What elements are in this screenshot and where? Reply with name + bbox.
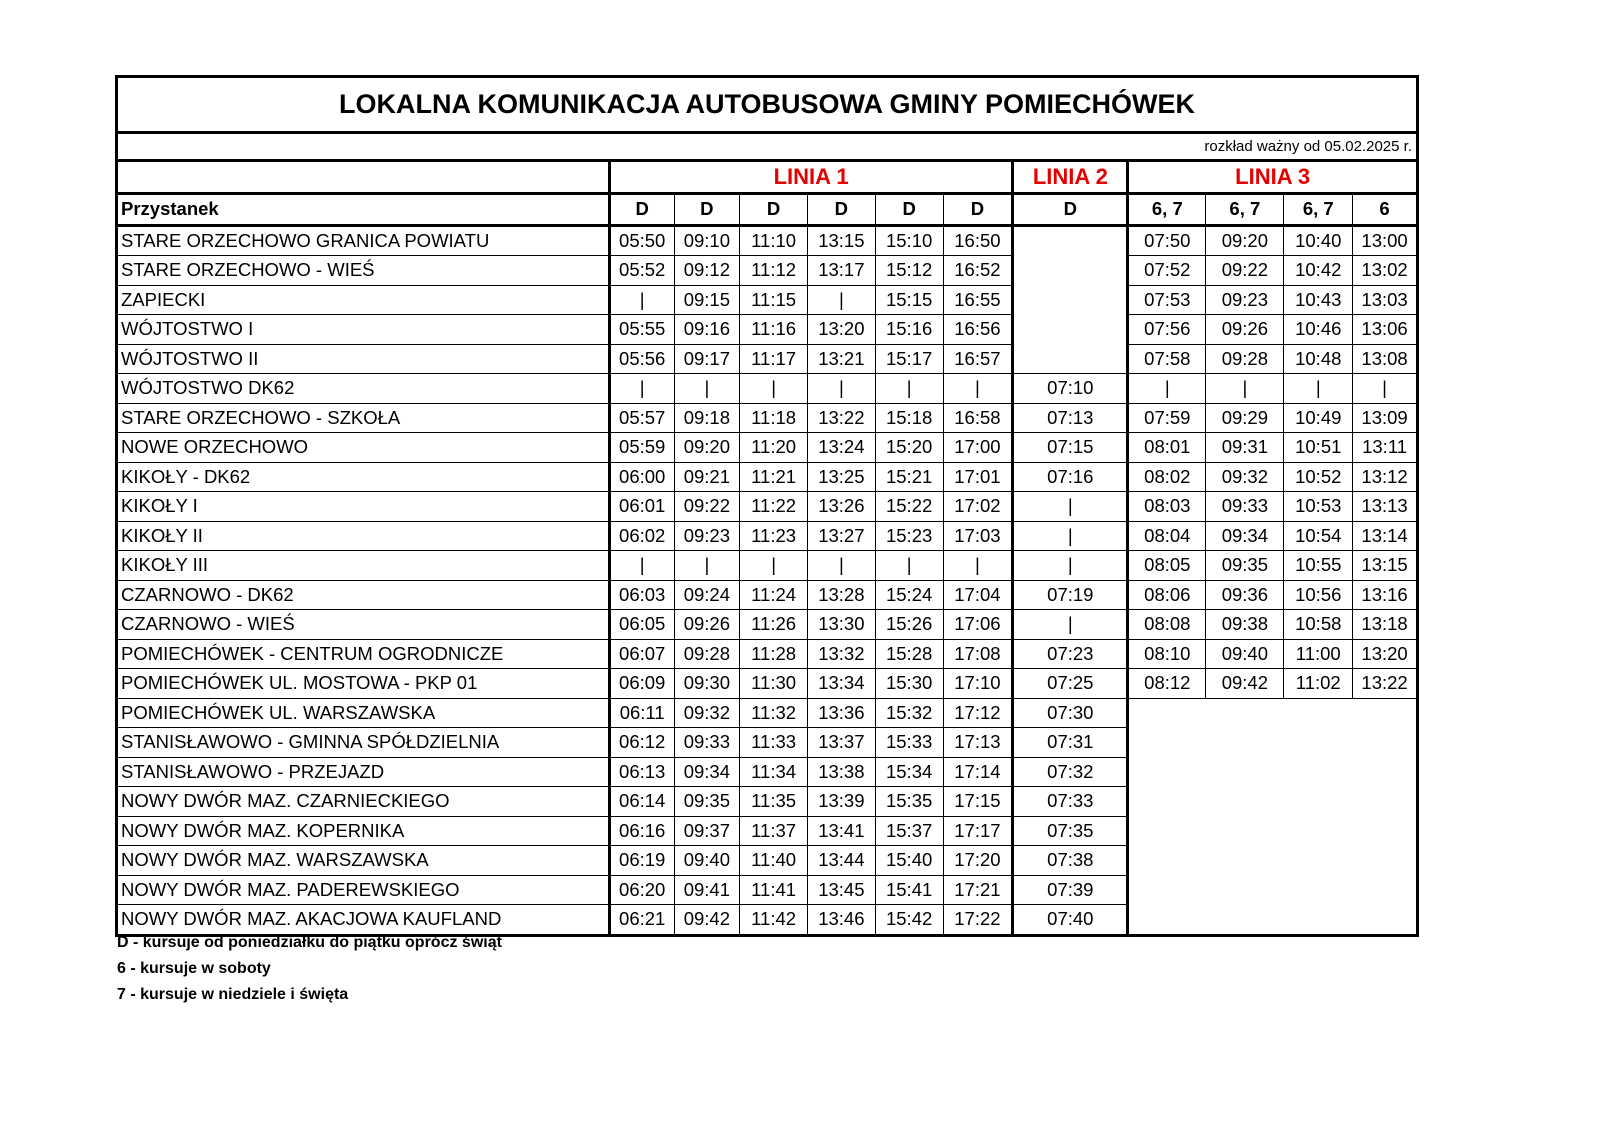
departure-time: 17:06 xyxy=(943,610,1013,640)
departure-time: 09:23 xyxy=(674,521,740,551)
departure-time: 09:23 xyxy=(1206,285,1284,315)
departure-time: 11:30 xyxy=(740,669,808,699)
departure-time: 15:12 xyxy=(875,256,943,286)
departure-time: 17:10 xyxy=(943,669,1013,699)
departure-time: 11:23 xyxy=(740,521,808,551)
departure-time: 13:45 xyxy=(807,875,875,905)
departure-time: 16:57 xyxy=(943,344,1013,374)
departure-time: 07:10 xyxy=(1013,374,1128,404)
departure-time: 06:21 xyxy=(609,905,674,936)
departure-time: 05:56 xyxy=(609,344,674,374)
departure-time: 07:56 xyxy=(1128,315,1206,345)
departure-time: | xyxy=(740,374,808,404)
departure-time: 15:30 xyxy=(875,669,943,699)
departure-time: | xyxy=(1206,374,1284,404)
table-row xyxy=(117,492,1418,522)
departure-time: 15:23 xyxy=(875,521,943,551)
departure-time: 10:55 xyxy=(1284,551,1353,581)
line-1-label: LINIA 1 xyxy=(609,161,1012,194)
departure-time: 09:16 xyxy=(674,315,740,345)
departure-time: 06:20 xyxy=(609,875,674,905)
departure-time: 13:15 xyxy=(807,225,875,256)
departure-time: 17:04 xyxy=(943,580,1013,610)
departure-time: 13:27 xyxy=(807,521,875,551)
departure-time: 13:22 xyxy=(1353,669,1418,699)
departure-time: 11:20 xyxy=(740,433,808,463)
departure-time: 09:38 xyxy=(1206,610,1284,640)
departure-time: 17:13 xyxy=(943,728,1013,758)
departure-time: 13:14 xyxy=(1353,521,1418,551)
departure-time: 09:37 xyxy=(674,816,740,846)
departure-time: 09:35 xyxy=(674,787,740,817)
departure-time: 09:28 xyxy=(1206,344,1284,374)
departure-time: 13:22 xyxy=(807,403,875,433)
departure-time: 05:55 xyxy=(609,315,674,345)
departure-time: 13:03 xyxy=(1353,285,1418,315)
departure-time: 06:07 xyxy=(609,639,674,669)
stop-name: KIKOŁY II xyxy=(117,521,610,551)
departure-time: 09:34 xyxy=(1206,521,1284,551)
departure-time: | xyxy=(943,551,1013,581)
table-row xyxy=(117,403,1418,433)
departure-time: 06:19 xyxy=(609,846,674,876)
departure-time: | xyxy=(1013,492,1128,522)
departure-time: 15:42 xyxy=(875,905,943,936)
departure-time: 17:08 xyxy=(943,639,1013,669)
stop-name: WÓJTOSTWO I xyxy=(117,315,610,345)
departure-time: 06:05 xyxy=(609,610,674,640)
table-row xyxy=(117,285,1418,315)
departure-time: 17:15 xyxy=(943,787,1013,817)
departure-time: 09:33 xyxy=(1206,492,1284,522)
departure-time: 16:58 xyxy=(943,403,1013,433)
departure-time: 10:48 xyxy=(1284,344,1353,374)
departure-time: 07:30 xyxy=(1013,698,1128,728)
departure-time: | xyxy=(1013,551,1128,581)
departure-time: 07:32 xyxy=(1013,757,1128,787)
departure-time: 09:40 xyxy=(674,846,740,876)
departure-time: 08:03 xyxy=(1128,492,1206,522)
departure-time: 07:38 xyxy=(1013,846,1128,876)
departure-time: 15:28 xyxy=(875,639,943,669)
departure-time: 09:42 xyxy=(1206,669,1284,699)
departure-time: 11:28 xyxy=(740,639,808,669)
line-2-empty xyxy=(1013,225,1128,374)
table-row xyxy=(117,374,1418,404)
table-row xyxy=(117,315,1418,345)
departure-time: 11:41 xyxy=(740,875,808,905)
stop-name: NOWY DWÓR MAZ. PADEREWSKIEGO xyxy=(117,875,610,905)
stop-name: CZARNOWO - DK62 xyxy=(117,580,610,610)
departure-time: 15:22 xyxy=(875,492,943,522)
stop-name: NOWY DWÓR MAZ. WARSZAWSKA xyxy=(117,846,610,876)
day-code: 6 xyxy=(1353,194,1418,226)
departure-time: | xyxy=(875,551,943,581)
day-code: D xyxy=(1013,194,1128,226)
table-row xyxy=(117,580,1418,610)
departure-time: 09:20 xyxy=(1206,225,1284,256)
stop-name: ZAPIECKI xyxy=(117,285,610,315)
departure-time: 17:01 xyxy=(943,462,1013,492)
departure-time: 13:28 xyxy=(807,580,875,610)
departure-time: 07:52 xyxy=(1128,256,1206,286)
stop-name: NOWY DWÓR MAZ. KOPERNIKA xyxy=(117,816,610,846)
departure-time: 05:50 xyxy=(609,225,674,256)
departure-time: 10:43 xyxy=(1284,285,1353,315)
departure-time: 07:13 xyxy=(1013,403,1128,433)
page-title: LOKALNA KOMUNIKACJA AUTOBUSOWA GMINY POMIECHÓWEK xyxy=(117,77,1418,133)
departure-time: 13:30 xyxy=(807,610,875,640)
departure-time: 17:12 xyxy=(943,698,1013,728)
departure-time: | xyxy=(609,285,674,315)
departure-time: 13:16 xyxy=(1353,580,1418,610)
day-code: 6, 7 xyxy=(1284,194,1353,226)
table-row xyxy=(117,344,1418,374)
table-row xyxy=(117,521,1418,551)
departure-time: 06:00 xyxy=(609,462,674,492)
stop-name: POMIECHÓWEK - CENTRUM OGRODNICZE xyxy=(117,639,610,669)
departure-time: 17:20 xyxy=(943,846,1013,876)
departure-time: 13:41 xyxy=(807,816,875,846)
departure-time: 09:15 xyxy=(674,285,740,315)
departure-time: 05:57 xyxy=(609,403,674,433)
departure-time: 13:09 xyxy=(1353,403,1418,433)
departure-time: | xyxy=(609,374,674,404)
departure-time: 09:33 xyxy=(674,728,740,758)
departure-time: 11:40 xyxy=(740,846,808,876)
departure-time: 17:03 xyxy=(943,521,1013,551)
table-row xyxy=(117,698,1418,728)
day-code: 6, 7 xyxy=(1206,194,1284,226)
departure-time: 06:02 xyxy=(609,521,674,551)
day-code: D xyxy=(807,194,875,226)
departure-time: 11:32 xyxy=(740,698,808,728)
departure-time: 09:21 xyxy=(674,462,740,492)
departure-time: 05:52 xyxy=(609,256,674,286)
departure-time: 11:10 xyxy=(740,225,808,256)
departure-time: 11:15 xyxy=(740,285,808,315)
departure-time: 16:56 xyxy=(943,315,1013,345)
departure-time: 13:20 xyxy=(807,315,875,345)
departure-time: 15:17 xyxy=(875,344,943,374)
departure-time: 10:42 xyxy=(1284,256,1353,286)
departure-time: 17:14 xyxy=(943,757,1013,787)
stop-name: KIKOŁY I xyxy=(117,492,610,522)
legend-item: D - kursuje od poniedziałku do piątku oprócz świąt xyxy=(117,934,502,951)
departure-time: 11:35 xyxy=(740,787,808,817)
departure-time: 07:23 xyxy=(1013,639,1128,669)
line-2-label: LINIA 2 xyxy=(1013,161,1128,194)
departure-time: 07:35 xyxy=(1013,816,1128,846)
departure-time: 13:44 xyxy=(807,846,875,876)
stop-name: NOWE ORZECHOWO xyxy=(117,433,610,463)
departure-time: 13:36 xyxy=(807,698,875,728)
departure-time: 11:34 xyxy=(740,757,808,787)
departure-time: | xyxy=(807,374,875,404)
departure-time: 11:22 xyxy=(740,492,808,522)
departure-time: 10:49 xyxy=(1284,403,1353,433)
departure-time: 15:15 xyxy=(875,285,943,315)
departure-time: 11:02 xyxy=(1284,669,1353,699)
departure-time: 16:55 xyxy=(943,285,1013,315)
departure-time: 15:18 xyxy=(875,403,943,433)
departure-time: 09:28 xyxy=(674,639,740,669)
departure-time: 09:40 xyxy=(1206,639,1284,669)
departure-time: 06:14 xyxy=(609,787,674,817)
departure-time: | xyxy=(943,374,1013,404)
departure-time: 15:24 xyxy=(875,580,943,610)
departure-time: 06:12 xyxy=(609,728,674,758)
departure-time: 09:24 xyxy=(674,580,740,610)
departure-time: 11:18 xyxy=(740,403,808,433)
departure-time: 06:03 xyxy=(609,580,674,610)
departure-time: 09:18 xyxy=(674,403,740,433)
departure-time: 07:25 xyxy=(1013,669,1128,699)
stop-name: STANISŁAWOWO - PRZEJAZD xyxy=(117,757,610,787)
stop-name: STARE ORZECHOWO - SZKOŁA xyxy=(117,403,610,433)
departure-time: 11:00 xyxy=(1284,639,1353,669)
stop-name: STARE ORZECHOWO - WIEŚ xyxy=(117,256,610,286)
table-row xyxy=(117,551,1418,581)
departure-time: 13:18 xyxy=(1353,610,1418,640)
departure-time: 16:50 xyxy=(943,225,1013,256)
stop-name: WÓJTOSTWO DK62 xyxy=(117,374,610,404)
departure-time: 13:26 xyxy=(807,492,875,522)
departure-time: 15:40 xyxy=(875,846,943,876)
departure-time: 13:37 xyxy=(807,728,875,758)
departure-time: | xyxy=(1284,374,1353,404)
departure-time: 15:10 xyxy=(875,225,943,256)
departure-time: | xyxy=(674,374,740,404)
departure-time: 15:26 xyxy=(875,610,943,640)
legend-item: 6 - kursuje w soboty xyxy=(117,960,271,977)
departure-time: 13:08 xyxy=(1353,344,1418,374)
day-code: D xyxy=(740,194,808,226)
departure-time: 10:53 xyxy=(1284,492,1353,522)
departure-time: 07:40 xyxy=(1013,905,1128,936)
departure-time: 08:10 xyxy=(1128,639,1206,669)
departure-time: 15:41 xyxy=(875,875,943,905)
departure-time: 08:08 xyxy=(1128,610,1206,640)
departure-time: 05:59 xyxy=(609,433,674,463)
departure-time: 09:36 xyxy=(1206,580,1284,610)
departure-time: 09:12 xyxy=(674,256,740,286)
departure-time: 07:50 xyxy=(1128,225,1206,256)
departure-time: 07:58 xyxy=(1128,344,1206,374)
stop-name: KIKOŁY - DK62 xyxy=(117,462,610,492)
departure-time: 17:21 xyxy=(943,875,1013,905)
departure-time: 15:20 xyxy=(875,433,943,463)
departure-time: 08:06 xyxy=(1128,580,1206,610)
stop-name: POMIECHÓWEK UL. WARSZAWSKA xyxy=(117,698,610,728)
timetable-sheet xyxy=(115,75,1419,937)
departure-time: | xyxy=(674,551,740,581)
departure-time: 13:39 xyxy=(807,787,875,817)
departure-time: 13:00 xyxy=(1353,225,1418,256)
departure-time: 09:32 xyxy=(674,698,740,728)
departure-time: 11:12 xyxy=(740,256,808,286)
departure-time: 13:02 xyxy=(1353,256,1418,286)
departure-time: 09:30 xyxy=(674,669,740,699)
valid-from-note: rozkład ważny od 05.02.2025 r. xyxy=(117,133,1418,161)
departure-time: 09:26 xyxy=(1206,315,1284,345)
departure-time: 09:20 xyxy=(674,433,740,463)
departure-time: 11:21 xyxy=(740,462,808,492)
departure-time: 07:39 xyxy=(1013,875,1128,905)
departure-time: 17:00 xyxy=(943,433,1013,463)
departure-time: 11:26 xyxy=(740,610,808,640)
departure-time: 06:11 xyxy=(609,698,674,728)
departure-time: 06:16 xyxy=(609,816,674,846)
departure-time: 13:20 xyxy=(1353,639,1418,669)
stop-name: STARE ORZECHOWO GRANICA POWIATU xyxy=(117,225,610,256)
departure-time: 11:33 xyxy=(740,728,808,758)
departure-time: 07:15 xyxy=(1013,433,1128,463)
departure-time: | xyxy=(875,374,943,404)
departure-time: 09:34 xyxy=(674,757,740,787)
day-code: D xyxy=(875,194,943,226)
departure-time: 13:46 xyxy=(807,905,875,936)
line-3-label: LINIA 3 xyxy=(1128,161,1418,194)
departure-time: | xyxy=(1353,374,1418,404)
departure-time: 11:24 xyxy=(740,580,808,610)
departure-time: | xyxy=(807,551,875,581)
table-row xyxy=(117,639,1418,669)
departure-time: 11:16 xyxy=(740,315,808,345)
legend xyxy=(117,930,502,1008)
table-row xyxy=(117,610,1418,640)
departure-time: 16:52 xyxy=(943,256,1013,286)
departure-time: 17:22 xyxy=(943,905,1013,936)
departure-time: 09:35 xyxy=(1206,551,1284,581)
line-3-empty xyxy=(1128,698,1418,935)
departure-time: 17:17 xyxy=(943,816,1013,846)
table-row xyxy=(117,225,1418,256)
departure-time: 10:58 xyxy=(1284,610,1353,640)
departure-time: 15:16 xyxy=(875,315,943,345)
departure-time: 09:22 xyxy=(1206,256,1284,286)
departure-time: 09:10 xyxy=(674,225,740,256)
day-code: 6, 7 xyxy=(1128,194,1206,226)
departure-time: | xyxy=(1013,610,1128,640)
departure-time: 07:19 xyxy=(1013,580,1128,610)
stop-name: POMIECHÓWEK UL. MOSTOWA - PKP 01 xyxy=(117,669,610,699)
departure-time: 13:12 xyxy=(1353,462,1418,492)
legend-item: 7 - kursuje w niedziele i święta xyxy=(117,986,349,1003)
departure-time: | xyxy=(807,285,875,315)
departure-time: 07:33 xyxy=(1013,787,1128,817)
departure-time: 09:22 xyxy=(674,492,740,522)
stop-name: KIKOŁY III xyxy=(117,551,610,581)
departure-time: 08:04 xyxy=(1128,521,1206,551)
stop-name: NOWY DWÓR MAZ. AKACJOWA KAUFLAND xyxy=(117,905,610,936)
departure-time: 07:59 xyxy=(1128,403,1206,433)
departure-time: 10:51 xyxy=(1284,433,1353,463)
departure-time: 11:42 xyxy=(740,905,808,936)
departure-time: 10:56 xyxy=(1284,580,1353,610)
departure-time: 10:52 xyxy=(1284,462,1353,492)
departure-time: | xyxy=(609,551,674,581)
departure-time: 15:21 xyxy=(875,462,943,492)
departure-time: 13:32 xyxy=(807,639,875,669)
departure-time: 09:31 xyxy=(1206,433,1284,463)
departure-time: 09:17 xyxy=(674,344,740,374)
departure-time: | xyxy=(1128,374,1206,404)
table-row xyxy=(117,433,1418,463)
departure-time: | xyxy=(1013,521,1128,551)
table-row xyxy=(117,669,1418,699)
departure-time: 08:12 xyxy=(1128,669,1206,699)
departure-time: | xyxy=(740,551,808,581)
departure-time: 07:31 xyxy=(1013,728,1128,758)
departure-time: 13:34 xyxy=(807,669,875,699)
departure-time: 09:29 xyxy=(1206,403,1284,433)
stop-name: CZARNOWO - WIEŚ xyxy=(117,610,610,640)
departure-time: 09:26 xyxy=(674,610,740,640)
departure-time: 13:38 xyxy=(807,757,875,787)
header-blank xyxy=(117,161,610,194)
departure-time: 15:33 xyxy=(875,728,943,758)
departure-time: 13:24 xyxy=(807,433,875,463)
departure-time: 06:09 xyxy=(609,669,674,699)
departure-time: 13:15 xyxy=(1353,551,1418,581)
departure-time: 07:16 xyxy=(1013,462,1128,492)
departure-time: 08:01 xyxy=(1128,433,1206,463)
stop-name: NOWY DWÓR MAZ. CZARNIECKIEGO xyxy=(117,787,610,817)
departure-time: 09:42 xyxy=(674,905,740,936)
departure-time: 10:46 xyxy=(1284,315,1353,345)
table-row xyxy=(117,462,1418,492)
departure-time: 10:40 xyxy=(1284,225,1353,256)
departure-time: 11:17 xyxy=(740,344,808,374)
departure-time: 17:02 xyxy=(943,492,1013,522)
stop-name: WÓJTOSTWO II xyxy=(117,344,610,374)
departure-time: 13:25 xyxy=(807,462,875,492)
table-row xyxy=(117,256,1418,286)
departure-time: 06:01 xyxy=(609,492,674,522)
departure-time: 06:13 xyxy=(609,757,674,787)
departure-time: 13:06 xyxy=(1353,315,1418,345)
departure-time: 08:02 xyxy=(1128,462,1206,492)
timetable xyxy=(115,75,1419,937)
departure-time: 09:32 xyxy=(1206,462,1284,492)
departure-time: 15:34 xyxy=(875,757,943,787)
stop-name: STANISŁAWOWO - GMINNA SPÓŁDZIELNIA xyxy=(117,728,610,758)
departure-time: 07:53 xyxy=(1128,285,1206,315)
departure-time: 15:32 xyxy=(875,698,943,728)
departure-time: 13:17 xyxy=(807,256,875,286)
day-code: D xyxy=(674,194,740,226)
departure-time: 08:05 xyxy=(1128,551,1206,581)
departure-time: 11:37 xyxy=(740,816,808,846)
day-code: D xyxy=(943,194,1013,226)
day-code: D xyxy=(609,194,674,226)
stop-column-header: Przystanek xyxy=(117,194,610,226)
departure-time: 13:13 xyxy=(1353,492,1418,522)
departure-time: 15:37 xyxy=(875,816,943,846)
departure-time: 15:35 xyxy=(875,787,943,817)
departure-time: 10:54 xyxy=(1284,521,1353,551)
departure-time: 09:41 xyxy=(674,875,740,905)
departure-time: 13:11 xyxy=(1353,433,1418,463)
departure-time: 13:21 xyxy=(807,344,875,374)
